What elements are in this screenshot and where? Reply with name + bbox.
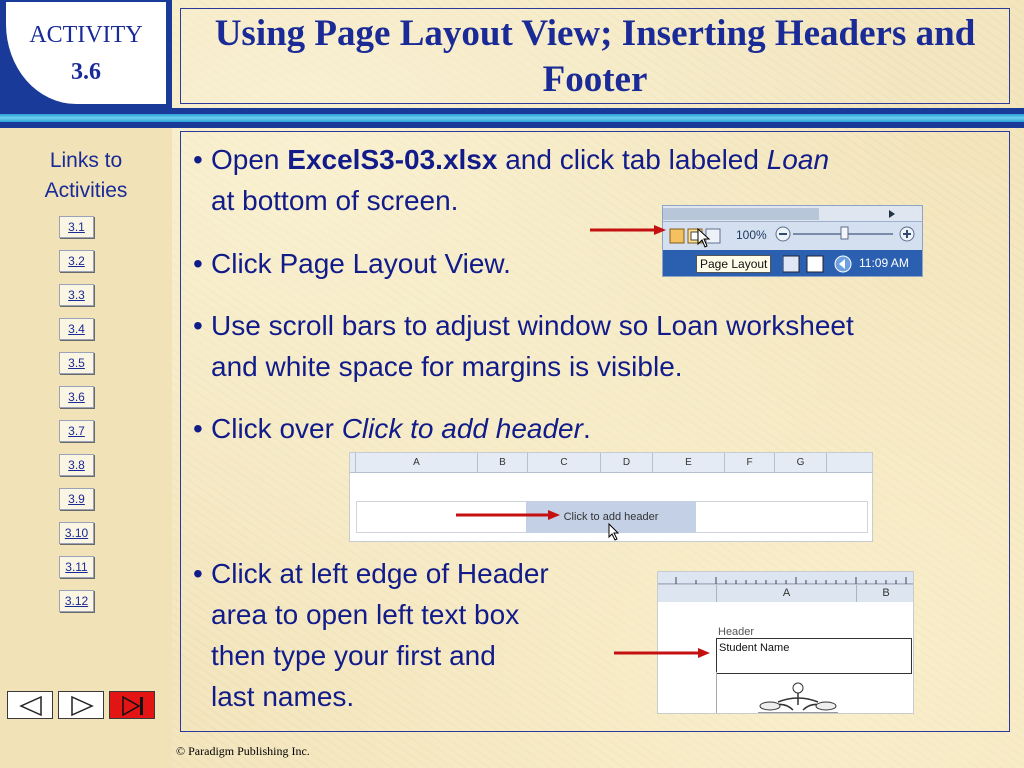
column-header: B <box>478 453 528 473</box>
column-header: C <box>528 453 601 473</box>
links-title <box>0 146 172 206</box>
previous-slide-button[interactable] <box>7 691 53 719</box>
link-activity-3-8[interactable]: 3.8 <box>59 454 94 476</box>
status-bar-screenshot <box>662 205 923 277</box>
ruler <box>658 572 914 584</box>
bullet-text: . <box>582 413 591 444</box>
column-header: B <box>856 585 914 602</box>
link-activity-3-9[interactable]: 3.9 <box>59 488 94 510</box>
bullet-dot: • <box>193 144 203 175</box>
bullet-dot: • <box>193 558 203 589</box>
bullet-page-layout-view <box>193 243 511 284</box>
bullet-text: Use scroll bars to adjust window so Loan worksheet <box>211 310 854 341</box>
bullet-dot: • <box>193 413 203 444</box>
horizontal-scrollbar <box>663 206 923 222</box>
last-slide-button[interactable] <box>109 691 155 719</box>
triangle-right-icon <box>59 692 105 720</box>
left-header-text-box[interactable]: Student Name <box>716 638 912 674</box>
link-activity-3-7[interactable]: 3.7 <box>59 420 94 442</box>
links-title-line1: Links to <box>49 149 123 172</box>
column-header-blank <box>827 453 873 473</box>
mouse-cursor-icon <box>697 228 711 248</box>
link-activity-3-4[interactable]: 3.4 <box>59 318 94 340</box>
link-activity-3-6[interactable]: 3.6 <box>59 386 94 408</box>
left-header-screenshot <box>657 571 914 714</box>
bullet-text: then type your first and <box>211 640 496 671</box>
red-arrow-icon <box>454 509 562 521</box>
bullet-click-header <box>193 408 591 449</box>
link-activity-3-3[interactable]: 3.3 <box>59 284 94 306</box>
red-arrow-icon <box>612 647 712 659</box>
margin-line <box>716 672 717 714</box>
bullet-text: and click tab labeled <box>497 144 767 175</box>
click-to-add-header[interactable]: Click to add header <box>526 501 696 533</box>
link-activity-3-1[interactable]: 3.1 <box>59 216 94 238</box>
bullet-dot: • <box>193 310 203 341</box>
triangle-left-icon <box>8 692 54 720</box>
bullet-text: Click at left edge of Header <box>211 558 549 589</box>
tab-name: Loan <box>766 144 830 175</box>
activity-number: 3.6 <box>71 59 101 85</box>
header-screenshot <box>349 452 873 542</box>
bullet-text: Open <box>211 144 288 175</box>
copyright-footer: © Paradigm Publishing Inc. <box>176 744 310 758</box>
bullet-text: area to open left text box <box>211 599 520 630</box>
tray-icons-icon <box>783 254 859 274</box>
link-activity-3-2[interactable]: 3.2 <box>59 250 94 272</box>
bullet-dot: • <box>193 248 203 279</box>
page-title: Using Page Layout View; Inserting Headers and Footer <box>214 13 976 100</box>
column-header: G <box>775 453 827 473</box>
column-header: F <box>725 453 775 473</box>
link-activity-3-5[interactable]: 3.5 <box>59 352 94 374</box>
column-header: A <box>716 585 856 602</box>
clip-art-icon <box>738 680 858 714</box>
skip-to-end-icon <box>110 692 156 720</box>
bullet-text: last names. <box>211 681 355 712</box>
header-placeholder-ref: Click to add header <box>341 413 583 444</box>
scroll-right-icon <box>887 209 897 219</box>
title-box <box>180 8 1010 104</box>
links-title-line2: Activities <box>44 179 128 202</box>
page-layout-tooltip: Page Layout <box>696 255 771 273</box>
column-header: A <box>356 453 478 473</box>
bullet-text: Click Page Layout View. <box>211 248 511 279</box>
bullet-scroll-bars <box>193 305 854 387</box>
link-activity-3-12[interactable]: 3.12 <box>59 590 94 612</box>
column-header: D <box>601 453 653 473</box>
column-header: E <box>653 453 725 473</box>
scroll-thumb <box>663 208 819 220</box>
next-slide-button[interactable] <box>58 691 104 719</box>
header-label: Header <box>718 626 755 638</box>
bullet-text-line2: at bottom of screen. <box>211 185 459 216</box>
file-name: ExcelS3-03.xlsx <box>287 144 498 175</box>
taskbar-clock: 11:09 AM <box>859 256 909 270</box>
ruler-ticks-icon <box>658 573 914 585</box>
link-activity-3-10[interactable]: 3.10 <box>59 522 94 544</box>
bullet-text-line2: and white space for margins is visible. <box>211 351 683 382</box>
header-band <box>0 108 1024 128</box>
red-arrow-icon <box>588 224 668 236</box>
bullet-left-edge <box>193 553 549 717</box>
bullet-text: Click over <box>211 413 342 444</box>
zoom-slider-icon <box>773 225 918 245</box>
zoom-level: 100% <box>736 228 767 242</box>
mouse-cursor-icon <box>608 523 620 541</box>
activity-label: ACTIVITY <box>29 22 143 48</box>
link-activity-3-11[interactable]: 3.11 <box>59 556 94 578</box>
